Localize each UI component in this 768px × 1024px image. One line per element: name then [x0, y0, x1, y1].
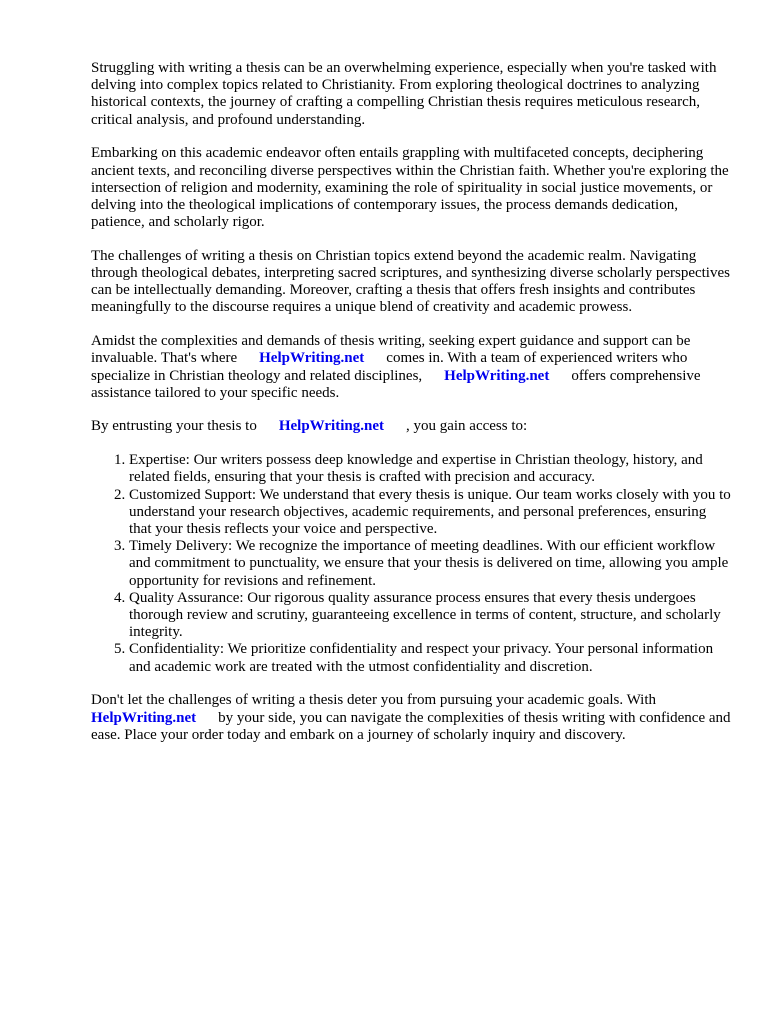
intro-paragraph: Struggling with writing a thesis can be an overwhelming experience, especially when you're tasked with delving into complex topics related to Christianity. From exploring theological doctrines to analyzing historical contexts, the journey of crafting a compelling Christian thesis requires meticulous research, critical analysis, and profound understanding.: [91, 60, 717, 128]
closing-paragraph: [91, 692, 731, 744]
list-item: 3. Timely Delivery: We recognize the importance of meeting deadlines. With our efficient workflow and commitment to punctuality, we ensure that your thesis is delivered on time, allowing you ample opportunity for revisions and refinement.: [129, 538, 731, 590]
list-item: 4. Quality Assurance: Our rigorous quality assurance process ensures that every thesis undergoes thorough review and scrutiny, guaranteeing excellence in terms of content, structure, and scholarly integrity.: [129, 590, 731, 642]
helpwriting-link-3[interactable]: HelpWriting.net: [278, 418, 384, 435]
guidance-paragraph: [91, 333, 731, 402]
guidance-text-1: Amidst the complexities and demands of thesis writing, seeking expert guidance and support can be invaluable. That's where: [91, 333, 691, 367]
guidance-text-2: comes in. With a team of experienced writers who specialize in Christian theology and related disciplines,: [91, 350, 688, 384]
helpwriting-link-4[interactable]: HelpWriting.net: [91, 709, 197, 726]
access-text-2: , you gain access to:: [405, 418, 528, 435]
challenges-paragraph: The challenges of writing a thesis on Christian topics extend beyond the academic realm. Navigating through theological debates, interpreting sacred scriptures, and synthesizing diverse scholarly perspectives can be intellectually demanding. Moreover, crafting a thesis that offers fresh insights and contributes meaningfully to the discourse requires a unique blend of creativity and academic prowess.: [91, 247, 730, 316]
helpwriting-link-1[interactable]: HelpWriting.net: [259, 350, 365, 367]
endeavor-paragraph: Embarking on this academic endeavor often entails grappling with multifaceted concepts, deciphering ancient texts, and reconciling diverse perspectives within the Christian faith. Whether you're exploring the intersection of religion and modernity, examining the role of spirituality in social justice movements, or delving into the theological implications of contemporary issues, the process demands dedication, patience, and scholarly rigor.: [91, 145, 729, 231]
access-text-1: By entrusting your thesis to: [91, 418, 257, 435]
closing-text-2: by your side, you can navigate the complexities of thesis writing with confidence and ease. Place your order today and embark on a journey of scholarly inquiry and discovery.: [91, 709, 731, 743]
closing-text-1: Don't let the challenges of writing a thesis deter you from pursuing your academic goals. With: [91, 692, 657, 709]
document-page: [91, 60, 731, 760]
helpwriting-link-2[interactable]: HelpWriting.net: [444, 367, 550, 384]
list-item: 5. Confidentiality: We prioritize confidentiality and respect your privacy. Your personal information and academic work are treated with the utmost confidentiality and discretion.: [129, 641, 731, 675]
guidance-text-3: offers comprehensive assistance tailored to your specific needs.: [91, 367, 701, 401]
list-item: 1. Expertise: Our writers possess deep knowledge and expertise in Christian theology, history, and related fields, ensuring that your thesis is crafted with precision and accuracy.: [129, 452, 731, 486]
benefits-list: [91, 452, 731, 676]
list-item: 2. Customized Support: We understand that every thesis is unique. Our team works closely with you to understand your research objectives, academic requirements, and personal preferences, ensuring that your thesis reflects your voice and perspective.: [129, 487, 731, 539]
access-paragraph: [91, 418, 731, 435]
